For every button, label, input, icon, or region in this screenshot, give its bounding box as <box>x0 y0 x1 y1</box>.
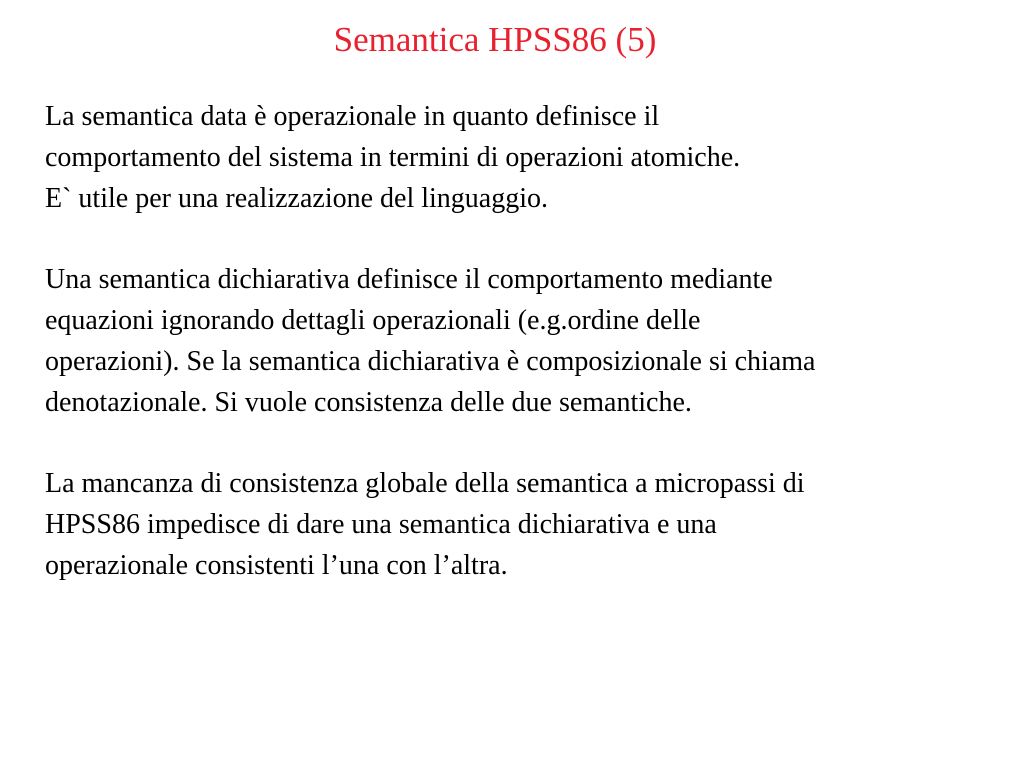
text-line: operazioni). Se la semantica dichiarativa è composizionale si chiama <box>45 346 816 377</box>
text-line: E` utile per una realizzazione del linguaggio. <box>45 183 549 214</box>
paragraph-operational <box>45 96 1005 219</box>
text-line: operazionale consistenti l’una con l’altra. <box>45 550 508 581</box>
text-line: La mancanza di consistenza globale della semantica a micropassi di <box>45 468 805 499</box>
slide-body <box>45 96 1005 626</box>
text-line: comportamento del sistema in termini di operazioni atomiche. <box>45 142 741 173</box>
text-line: La semantica data è operazionale in quanto definisce il <box>45 101 660 132</box>
text-line: equazioni ignorando dettagli operazionali (e.g.ordine delle <box>45 305 701 336</box>
paragraph-consistency <box>45 463 1005 586</box>
paragraph-declarative <box>45 259 1005 423</box>
text-line: HPSS86 impedisce di dare una semantica dichiarativa e una <box>45 509 717 540</box>
slide-title: Semantica HPSS86 (5) <box>333 20 657 59</box>
text-line: Una semantica dichiarativa definisce il comportamento mediante <box>45 264 773 295</box>
text-line: denotazionale. Si vuole consistenza delle due semantiche. <box>45 387 692 418</box>
